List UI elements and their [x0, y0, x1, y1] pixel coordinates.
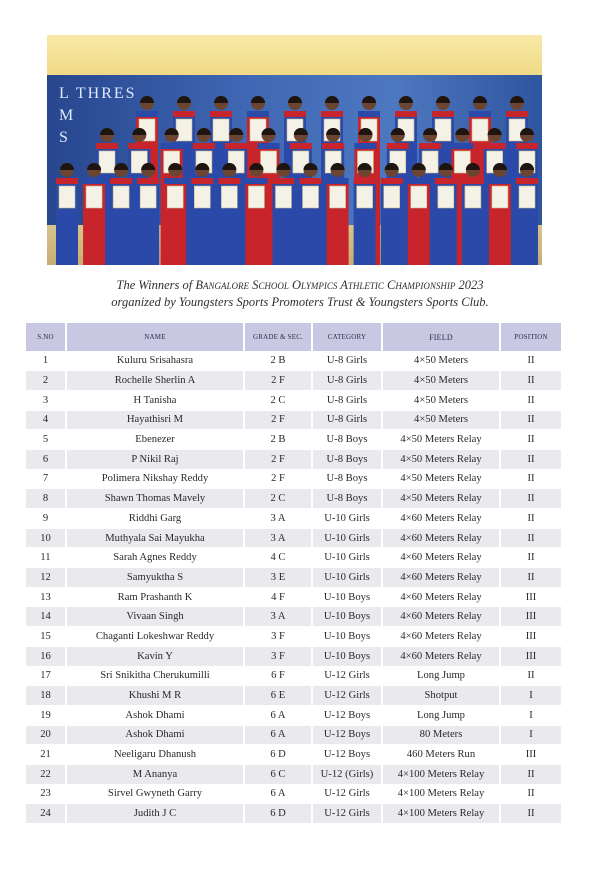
cell-field: 4×50 Meters [382, 410, 500, 430]
cell-name: Sarah Agnes Reddy [66, 548, 244, 568]
cell-sno: 1 [26, 351, 66, 371]
cell-name: P Nikil Raj [66, 449, 244, 469]
cell-name: Sirvel Gwyneth Garry [66, 784, 244, 804]
cell-field: 4×50 Meters [382, 371, 500, 391]
winners-table [26, 323, 561, 824]
student-figure [300, 163, 322, 265]
table-row [26, 509, 561, 529]
cell-name: Vivaan Singh [66, 607, 244, 627]
cell-field: 4×50 Meters Relay [382, 489, 500, 509]
cell-name: H Tanisha [66, 390, 244, 410]
cell-grade: 3 F [244, 627, 312, 647]
header-position: POSITION [500, 323, 561, 351]
table-row [26, 804, 561, 824]
cell-field: 4×50 Meters Relay [382, 469, 500, 489]
cell-name: Kuluru Srisahasra [66, 351, 244, 371]
cell-category: U-12 Girls [312, 666, 382, 686]
table-row [26, 489, 561, 509]
cell-grade: 6 F [244, 666, 312, 686]
student-figure [516, 163, 538, 265]
cell-grade: 3 A [244, 528, 312, 548]
cell-field: 4×100 Meters Relay [382, 764, 500, 784]
cell-sno: 18 [26, 686, 66, 706]
cell-field: 4×60 Meters Relay [382, 646, 500, 666]
table-row [26, 430, 561, 450]
cell-category: U-8 Boys [312, 469, 382, 489]
cell-field: 4×60 Meters Relay [382, 568, 500, 588]
cell-field: 4×60 Meters Relay [382, 528, 500, 548]
header-grade: GRADE & SEC. [244, 323, 312, 351]
cell-position: III [500, 646, 561, 666]
cell-name: Rochelle Sherlin A [66, 371, 244, 391]
table-row [26, 568, 561, 588]
cell-category: U-10 Girls [312, 509, 382, 529]
cell-position: II [500, 410, 561, 430]
cell-category: U-12 Boys [312, 745, 382, 765]
cell-position: II [500, 390, 561, 410]
cell-name: Polimera Nikshay Reddy [66, 469, 244, 489]
table-row [26, 587, 561, 607]
cell-grade: 2 C [244, 390, 312, 410]
cell-position: II [500, 469, 561, 489]
caption-line-1: The Winners of Bangalore School Olympics Athletic Championship 2023 [116, 278, 484, 292]
cell-grade: 6 D [244, 745, 312, 765]
cell-name: Hayathisri M [66, 410, 244, 430]
cell-name: Muthyala Sai Mayukha [66, 528, 244, 548]
student-figure [137, 163, 159, 265]
student-figure [83, 163, 105, 265]
table-row [26, 764, 561, 784]
cell-grade: 3 A [244, 607, 312, 627]
table-row [26, 705, 561, 725]
student-figure [218, 163, 240, 265]
cell-category: U-8 Boys [312, 489, 382, 509]
table-header-row [26, 323, 561, 351]
cell-sno: 19 [26, 705, 66, 725]
cell-sno: 9 [26, 509, 66, 529]
cell-category: U-10 Girls [312, 528, 382, 548]
cell-category: U-8 Girls [312, 371, 382, 391]
cell-category: U-8 Girls [312, 410, 382, 430]
student-figure [327, 163, 349, 265]
cell-category: U-12 Girls [312, 784, 382, 804]
table-row [26, 390, 561, 410]
cell-name: M Ananya [66, 764, 244, 784]
cell-field: 4×60 Meters Relay [382, 587, 500, 607]
cell-sno: 24 [26, 804, 66, 824]
cell-sno: 8 [26, 489, 66, 509]
student-figure [56, 163, 78, 265]
cell-position: II [500, 449, 561, 469]
header-category: CATEGORY [312, 323, 382, 351]
cell-field: 4×60 Meters Relay [382, 548, 500, 568]
cell-position: I [500, 686, 561, 706]
event-name: Bangalore School Olympics Athletic Championship 2023 [195, 278, 484, 292]
cell-field: 4×60 Meters Relay [382, 627, 500, 647]
cell-field: 4×50 Meters Relay [382, 449, 500, 469]
cell-position: II [500, 509, 561, 529]
student-figure [489, 163, 511, 265]
table-row [26, 449, 561, 469]
cell-sno: 17 [26, 666, 66, 686]
cell-field: 4×60 Meters Relay [382, 607, 500, 627]
table-row [26, 371, 561, 391]
cell-name: Ebenezer [66, 430, 244, 450]
table-row [26, 469, 561, 489]
cell-sno: 7 [26, 469, 66, 489]
table-row [26, 528, 561, 548]
table-row [26, 607, 561, 627]
table-row [26, 725, 561, 745]
cell-grade: 2 F [244, 410, 312, 430]
table-row [26, 627, 561, 647]
cell-category: U-10 Boys [312, 627, 382, 647]
header-sno: S.NO [26, 323, 66, 351]
caption-line-2: organized by Youngsters Sports Promoters Trust & Youngsters Sports Club. [111, 295, 489, 309]
cell-grade: 6 C [244, 764, 312, 784]
cell-sno: 21 [26, 745, 66, 765]
cell-name: Samyuktha S [66, 568, 244, 588]
cell-grade: 3 A [244, 509, 312, 529]
cell-grade: 2 F [244, 371, 312, 391]
student-figure [245, 163, 267, 265]
banner-letters: L THRES M S [59, 85, 137, 146]
cell-grade: 6 E [244, 686, 312, 706]
cell-grade: 6 A [244, 705, 312, 725]
student-figure [354, 163, 376, 265]
cell-category: U-8 Boys [312, 430, 382, 450]
cell-category: U-12 Boys [312, 705, 382, 725]
cell-category: U-10 Boys [312, 646, 382, 666]
cell-field: 80 Meters [382, 725, 500, 745]
table-row [26, 686, 561, 706]
photo-caption [0, 277, 600, 311]
student-figure [462, 163, 484, 265]
cell-sno: 11 [26, 548, 66, 568]
cell-name: Shawn Thomas Mavely [66, 489, 244, 509]
cell-sno: 5 [26, 430, 66, 450]
cell-grade: 2 F [244, 449, 312, 469]
cell-position: I [500, 725, 561, 745]
cell-category: U-10 Boys [312, 607, 382, 627]
cell-position: III [500, 607, 561, 627]
cell-position: II [500, 784, 561, 804]
cell-grade: 6 D [244, 804, 312, 824]
cell-grade: 6 A [244, 725, 312, 745]
cell-category: U-12 Boys [312, 725, 382, 745]
cell-sno: 16 [26, 646, 66, 666]
cell-name: Neeligaru Dhanush [66, 745, 244, 765]
table-row [26, 410, 561, 430]
cell-position: II [500, 804, 561, 824]
cell-name: Riddhi Garg [66, 509, 244, 529]
table-row [26, 646, 561, 666]
cell-sno: 4 [26, 410, 66, 430]
cell-category: U-8 Boys [312, 449, 382, 469]
header-field: FIELD [382, 323, 500, 351]
cell-grade: 2 C [244, 489, 312, 509]
cell-sno: 6 [26, 449, 66, 469]
cell-name: Ram Prashanth K [66, 587, 244, 607]
cell-category: U-12 Girls [312, 804, 382, 824]
table-row [26, 745, 561, 765]
cell-name: Ashok Dhami [66, 705, 244, 725]
cell-name: Khushi M R [66, 686, 244, 706]
cell-grade: 3 F [244, 646, 312, 666]
cell-position: II [500, 489, 561, 509]
cell-position: II [500, 764, 561, 784]
cell-sno: 13 [26, 587, 66, 607]
cell-position: I [500, 705, 561, 725]
cell-position: III [500, 587, 561, 607]
student-figure [191, 163, 213, 265]
cell-grade: 2 F [244, 469, 312, 489]
cell-grade: 4 F [244, 587, 312, 607]
table-row [26, 548, 561, 568]
cell-field: 4×100 Meters Relay [382, 784, 500, 804]
cell-position: II [500, 371, 561, 391]
header-name: NAME [66, 323, 244, 351]
student-figure [381, 163, 403, 265]
student-figure [408, 163, 430, 265]
cell-grade: 3 E [244, 568, 312, 588]
cell-field: 4×100 Meters Relay [382, 804, 500, 824]
cell-category: U-8 Girls [312, 351, 382, 371]
cell-field: 4×50 Meters [382, 390, 500, 410]
cell-grade: 6 A [244, 784, 312, 804]
cell-sno: 22 [26, 764, 66, 784]
cell-grade: 2 B [244, 351, 312, 371]
cell-position: III [500, 745, 561, 765]
cell-sno: 10 [26, 528, 66, 548]
cell-position: II [500, 568, 561, 588]
cell-grade: 2 B [244, 430, 312, 450]
cell-field: 4×50 Meters Relay [382, 430, 500, 450]
cell-field: Long Jump [382, 666, 500, 686]
cell-field: Shotput [382, 686, 500, 706]
table-row [26, 351, 561, 371]
cell-position: III [500, 627, 561, 647]
cell-grade: 4 C [244, 548, 312, 568]
cell-position: II [500, 548, 561, 568]
cell-sno: 15 [26, 627, 66, 647]
cell-sno: 14 [26, 607, 66, 627]
cell-field: Long Jump [382, 705, 500, 725]
cell-field: 460 Meters Run [382, 745, 500, 765]
cell-name: Chaganti Lokeshwar Reddy [66, 627, 244, 647]
cell-category: U-12 (Girls) [312, 764, 382, 784]
cell-category: U-10 Boys [312, 587, 382, 607]
group-photo [47, 35, 542, 265]
table-row [26, 784, 561, 804]
cell-position: II [500, 351, 561, 371]
student-figure [164, 163, 186, 265]
cell-name: Ashok Dhami [66, 725, 244, 745]
cell-position: II [500, 430, 561, 450]
cell-field: 4×50 Meters [382, 351, 500, 371]
cell-category: U-12 Girls [312, 686, 382, 706]
cell-category: U-10 Girls [312, 568, 382, 588]
cell-category: U-8 Girls [312, 390, 382, 410]
students-group [47, 35, 542, 265]
table-row [26, 666, 561, 686]
cell-name: Sri Snikitha Cherukumilli [66, 666, 244, 686]
cell-position: II [500, 666, 561, 686]
cell-sno: 23 [26, 784, 66, 804]
cell-name: Kavin Y [66, 646, 244, 666]
cell-name: Judith J C [66, 804, 244, 824]
cell-sno: 2 [26, 371, 66, 391]
student-figure [110, 163, 132, 265]
cell-sno: 20 [26, 725, 66, 745]
cell-sno: 3 [26, 390, 66, 410]
student-figure [435, 163, 457, 265]
student-figure [272, 163, 294, 265]
cell-field: 4×60 Meters Relay [382, 509, 500, 529]
cell-category: U-10 Girls [312, 548, 382, 568]
cell-position: II [500, 528, 561, 548]
cell-sno: 12 [26, 568, 66, 588]
